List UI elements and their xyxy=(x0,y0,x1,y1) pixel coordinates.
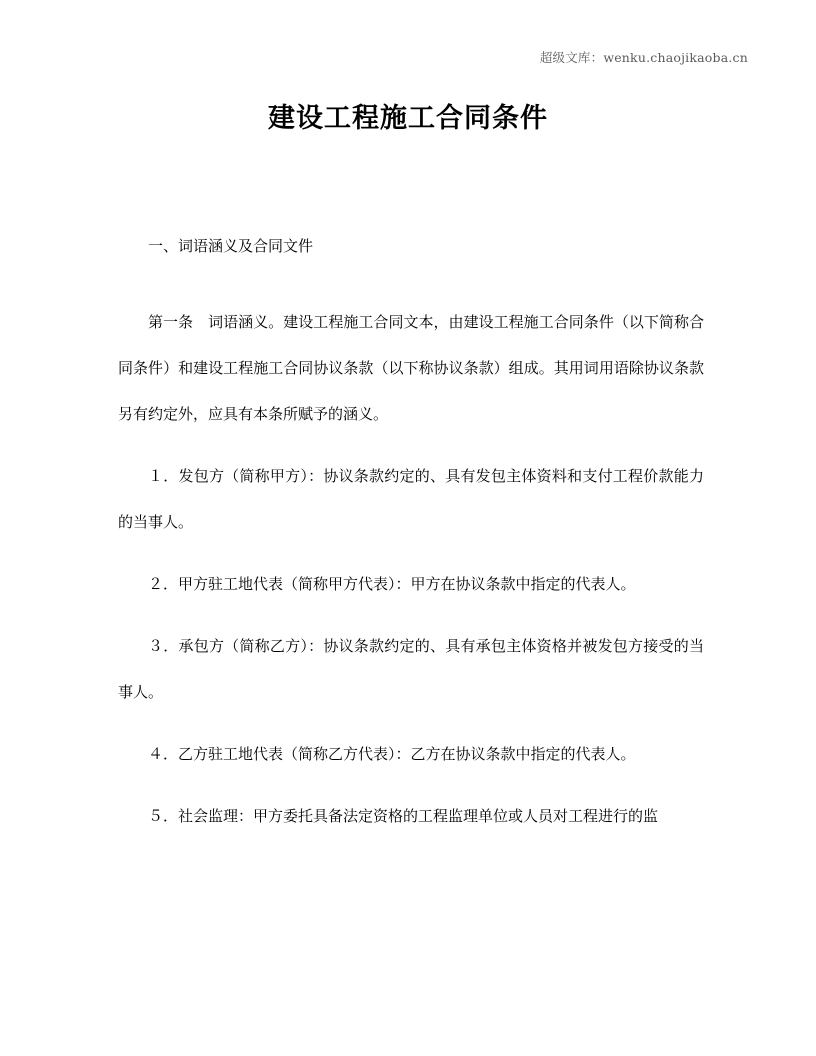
paragraph-item-5: ５．社会监理：甲方委托具备法定资格的工程监理单位或人员对工程进行的监 xyxy=(148,807,659,825)
spacer xyxy=(118,777,704,793)
paragraph-article-1: 第一条 词语涵义。建设工程施工合同文本，由建设工程施工合同条件（以下简称合同条件）和建设工程施工合同协议条款（以下称协议条款）组成。其用词用语除协议条款另有约定外，应具有本条所赋予的涵义。 xyxy=(118,313,704,423)
paragraph-item-3: ３．承包方（简称乙方）：协议条款约定的、具有承包主体资格并被发包方接受的当事人。 xyxy=(118,637,704,701)
spacer xyxy=(118,269,704,299)
paragraph-item-1: １．发包方（简称甲方）：协议条款约定的、具有发包主体资料和支付工程价款能力的当事人。 xyxy=(118,467,704,531)
spacer xyxy=(118,607,704,623)
document-body xyxy=(0,135,816,839)
spacer xyxy=(118,715,704,731)
section-heading: 一、词语涵义及合同文件 xyxy=(148,237,314,255)
page-title: 建设工程施工合同条件 xyxy=(268,103,548,134)
spacer xyxy=(118,437,704,453)
paragraph-item-2: ２．甲方驻工地代表（简称甲方代表）：甲方在协议条款中指定的代表人。 xyxy=(148,575,636,593)
watermark-text: 超级文库：wenku.chaojikaoba.cn xyxy=(539,50,748,65)
paragraph-item-4: ４．乙方驻工地代表（简称乙方代表）：乙方在协议条款中指定的代表人。 xyxy=(148,745,636,763)
spacer xyxy=(118,545,704,561)
